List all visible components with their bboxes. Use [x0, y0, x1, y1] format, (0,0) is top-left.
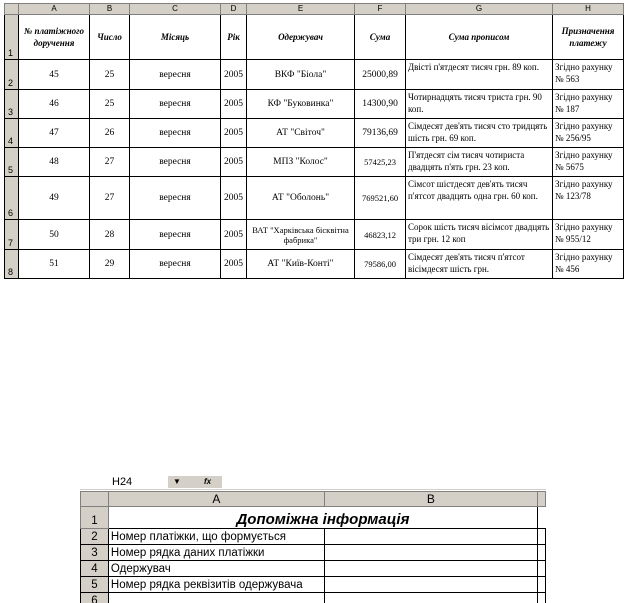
row-header[interactable]: 3 — [5, 90, 19, 119]
column-header-c[interactable] — [537, 492, 545, 507]
spreadsheet-helper — [80, 474, 546, 603]
table-row — [5, 90, 624, 119]
row-header[interactable]: 1 — [81, 507, 109, 529]
cell-value[interactable] — [324, 593, 537, 603]
cell[interactable]: 29 — [90, 250, 130, 279]
cell[interactable]: Двісті п'ятдесят тисяч грн. 89 коп. — [406, 60, 553, 90]
cell[interactable]: Сімдесят дев'ять тисяч сто тридцять шість грн. 69 коп. — [406, 119, 553, 148]
column-header-b[interactable]: B — [90, 4, 130, 15]
cell[interactable]: 26 — [90, 119, 130, 148]
spreadsheet-payments — [0, 0, 630, 280]
header-recipient[interactable]: Одержувач — [247, 15, 355, 60]
column-header-c[interactable]: C — [130, 4, 221, 15]
column-header-a[interactable]: A — [108, 492, 324, 507]
row-header[interactable]: 6 — [81, 593, 109, 603]
column-header-f[interactable]: F — [355, 4, 406, 15]
cell[interactable]: Сімдесят дев'ять тисяч п'ятсот вісімдесят шість грн. — [406, 250, 553, 279]
helper-grid — [80, 491, 546, 603]
fx-icon[interactable]: fx — [204, 477, 212, 486]
chevron-down-icon[interactable]: ▼ — [173, 477, 181, 486]
cell[interactable]: 27 — [90, 148, 130, 177]
cell[interactable] — [537, 529, 545, 545]
row-header[interactable]: 2 — [5, 60, 19, 90]
cell[interactable]: Сімсот шістдесят дев'ять тисяч п'ятсот двадцять одна грн. 60 коп. — [406, 177, 553, 220]
cell[interactable]: 2005 — [221, 220, 247, 250]
cell[interactable]: 45 — [19, 60, 90, 90]
header-amount[interactable]: Сума — [355, 15, 406, 60]
cell[interactable]: 50 — [19, 220, 90, 250]
cell[interactable] — [537, 577, 545, 593]
table-row — [5, 220, 624, 250]
cell[interactable]: 49 — [19, 177, 90, 220]
cell-label[interactable] — [108, 593, 324, 603]
table-row — [5, 148, 624, 177]
cell[interactable]: Згідно рахунку № 187 — [553, 90, 624, 119]
cell[interactable]: 46823,12 — [355, 220, 406, 250]
table-row — [81, 529, 546, 545]
cell[interactable]: 769521,60 — [355, 177, 406, 220]
cell[interactable]: 48 — [19, 148, 90, 177]
column-header-h[interactable]: H — [553, 4, 624, 15]
cell[interactable]: Згідно рахунку № 456 — [553, 250, 624, 279]
cell[interactable]: Згідно рахунку № 123/78 — [553, 177, 624, 220]
cell[interactable]: ВАТ "Харківська бісквітна фабрика" — [247, 220, 355, 250]
cell[interactable]: 2005 — [221, 148, 247, 177]
cell[interactable]: вересня — [130, 90, 221, 119]
cell[interactable]: 2005 — [221, 60, 247, 90]
cell[interactable]: МПЗ "Колос" — [247, 148, 355, 177]
cell[interactable] — [537, 561, 545, 577]
name-box[interactable]: H24 — [112, 476, 133, 488]
row-header[interactable]: 6 — [5, 177, 19, 220]
cell[interactable]: 2005 — [221, 250, 247, 279]
payments-grid — [4, 3, 624, 279]
table-row — [81, 577, 546, 593]
table-row — [81, 545, 546, 561]
cell[interactable]: АТ "Оболонь" — [247, 177, 355, 220]
cell[interactable]: АТ "Світоч" — [247, 119, 355, 148]
cell[interactable]: 25000,89 — [355, 60, 406, 90]
cell-label[interactable]: Номер рядка даних платіжки — [108, 545, 324, 561]
cell[interactable] — [537, 545, 545, 561]
cell[interactable]: Чотирнадцять тисяч триста грн. 90 коп. — [406, 90, 553, 119]
cell[interactable]: 57425,23 — [355, 148, 406, 177]
cell[interactable]: Сорок шість тисяч вісімсот двадцять три грн. 12 коп — [406, 220, 553, 250]
column-header-e[interactable]: E — [247, 4, 355, 15]
cell-value[interactable] — [324, 545, 537, 561]
row-header[interactable]: 4 — [5, 119, 19, 148]
row-header[interactable]: 5 — [5, 148, 19, 177]
name-box-dropdown[interactable] — [168, 476, 222, 488]
cell-value[interactable] — [324, 561, 537, 577]
cell[interactable]: 2005 — [221, 90, 247, 119]
cell-value[interactable] — [324, 577, 537, 593]
cell[interactable]: вересня — [130, 119, 221, 148]
cell-value[interactable] — [324, 529, 537, 545]
table-row — [81, 561, 546, 577]
cell[interactable]: 2005 — [221, 177, 247, 220]
cell[interactable]: 47 — [19, 119, 90, 148]
cell[interactable]: КФ "Буковинка" — [247, 90, 355, 119]
header-day[interactable]: Число — [90, 15, 130, 60]
cell[interactable]: 46 — [19, 90, 90, 119]
column-header-b[interactable]: B — [324, 492, 537, 507]
column-header-g[interactable]: G — [406, 4, 553, 15]
cell[interactable]: 28 — [90, 220, 130, 250]
table-row — [5, 250, 624, 279]
table-row — [5, 119, 624, 148]
cell[interactable]: АТ "Київ-Конті" — [247, 250, 355, 279]
cell[interactable]: П'ятдесят сім тисяч чотириста двадцять п'ять грн. 23 коп. — [406, 148, 553, 177]
select-all-corner[interactable] — [81, 492, 109, 507]
row-header[interactable]: 1 — [5, 15, 19, 60]
cell[interactable]: 2005 — [221, 119, 247, 148]
cell[interactable]: 14300,90 — [355, 90, 406, 119]
row-header[interactable]: 8 — [5, 250, 19, 279]
cell[interactable]: 25 — [90, 60, 130, 90]
header-purpose[interactable]: Призначення платежу — [553, 15, 624, 60]
cell[interactable]: Згідно рахунку № 256/95 — [553, 119, 624, 148]
cell[interactable]: Згідно рахунку № 5675 — [553, 148, 624, 177]
row-header[interactable]: 4 — [81, 561, 109, 577]
header-year[interactable]: Рік — [221, 15, 247, 60]
cell[interactable]: 79586,00 — [355, 250, 406, 279]
cell[interactable] — [537, 593, 545, 603]
select-all-corner[interactable] — [5, 4, 19, 15]
cell[interactable]: ВКФ "Біола" — [247, 60, 355, 90]
column-header-a[interactable]: A — [19, 4, 90, 15]
cell-label[interactable]: Номер рядка реквізитів одержувача — [108, 577, 324, 593]
formula-bar — [80, 474, 546, 490]
cell[interactable] — [537, 507, 545, 529]
header-amount-words[interactable]: Сума прописом — [406, 15, 553, 60]
row-header[interactable]: 7 — [5, 220, 19, 250]
cell[interactable]: 79136,69 — [355, 119, 406, 148]
cell[interactable]: 25 — [90, 90, 130, 119]
cell[interactable]: вересня — [130, 250, 221, 279]
row-header[interactable]: 5 — [81, 577, 109, 593]
helper-title[interactable]: Допоміжна інформація — [108, 507, 537, 529]
table-row — [5, 177, 624, 220]
cell[interactable]: 51 — [19, 250, 90, 279]
cell[interactable]: вересня — [130, 220, 221, 250]
cell[interactable]: вересня — [130, 60, 221, 90]
table-row — [81, 593, 546, 603]
row-header[interactable]: 3 — [81, 545, 109, 561]
cell[interactable]: Згідно рахунку № 955/12 — [553, 220, 624, 250]
cell[interactable]: Згідно рахунку № 563 — [553, 60, 624, 90]
cell-label[interactable]: Одержувач — [108, 561, 324, 577]
header-payment-number[interactable]: № платіжного доручення — [19, 15, 90, 60]
table-row — [5, 60, 624, 90]
cell[interactable]: вересня — [130, 148, 221, 177]
header-month[interactable]: Місяць — [130, 15, 221, 60]
cell-label[interactable]: Номер платіжки, що формується — [108, 529, 324, 545]
cell[interactable]: 27 — [90, 177, 130, 220]
cell[interactable]: вересня — [130, 177, 221, 220]
column-header-d[interactable]: D — [221, 4, 247, 15]
row-header[interactable]: 2 — [81, 529, 109, 545]
